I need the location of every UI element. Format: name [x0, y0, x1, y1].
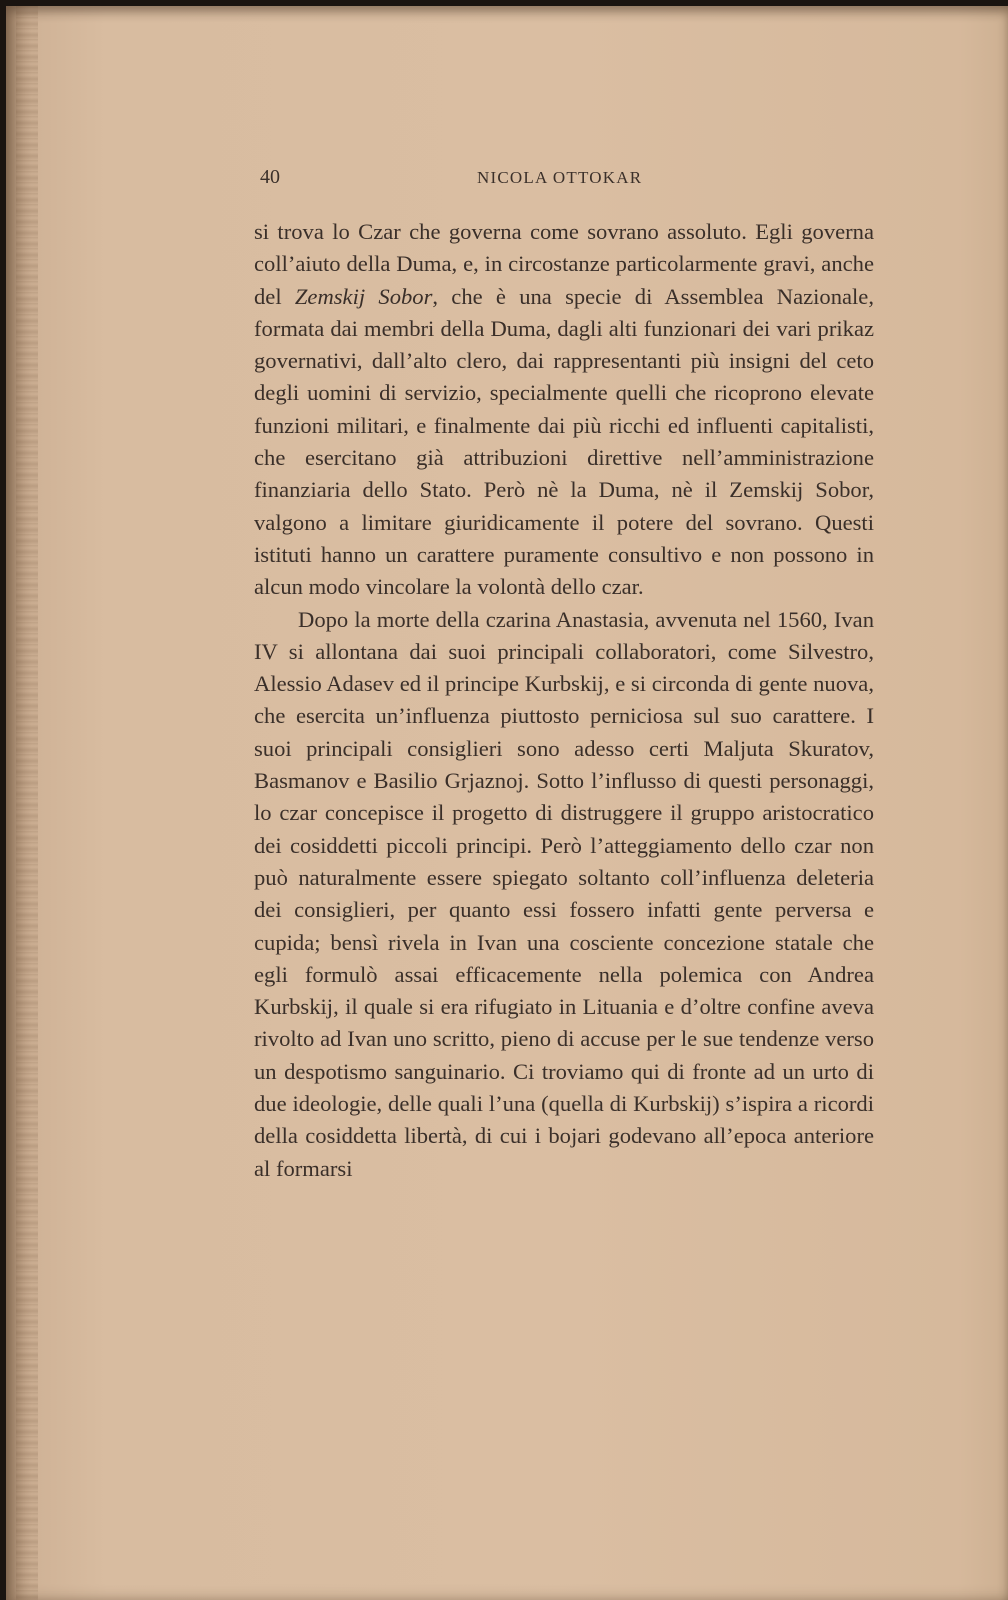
running-head: NICOLA OTTOKAR: [477, 168, 643, 187]
paragraph-1-italic-term: Zemskij Sobor: [294, 283, 433, 309]
body-text: [254, 216, 874, 1185]
page-number: 40: [260, 166, 280, 188]
paragraph-1-text-a: si trova lo Czar che governa come sovrano assoluto. Egli governa coll’aiuto della Duma, e, in circostanze particolarmente gravi, anche del: [254, 219, 874, 309]
paragraph-2: Dopo la morte della czarina Anastasia, avvenuta nel 1560, Ivan IV si allontana dai suoi principali collaboratori, come Silvestro, Alessio Adasev ed il principe Kurbskij, e si circonda di gente nuova, che esercita un’influenza piuttosto perniciosa sul suo carattere. I suoi principali consiglieri sono adesso certi Maljuta Skuratov, Basmanov e Basilio Grjaznoj. Sotto l’influsso di questi personaggi, lo czar concepisce il progetto di distruggere il gruppo aristocratico dei cosiddetti piccoli principi. Però l’atteggiamento dello czar non può naturalmente essere spiegato soltanto coll’influenza deleteria dei consiglieri, per quanto essi fossero infatti gente perversa e cupida; bensì rivela in Ivan una cosciente concezione statale che egli formulò assai efficacemente nella polemica con Andrea Kurbskij, il quale si era rifugiato in Lituania e d’oltre confine aveva rivolto ad Ivan uno scritto, pieno di accuse per le sue tendenze verso un despotismo sanguinario. Ci troviamo qui di fronte ad un urto di due ideologie, delle quali l’una (quella di Kurbskij) s’ispira a ricordi della cosiddetta libertà, di cui i bojari godevano all’epoca anteriore al formarsi: [254, 606, 874, 1181]
paragraph-1: [254, 216, 874, 604]
paragraph-1-text-b: , che è una specie di Assemblea Nazionale, formata dai membri della Duma, dagli alti funzionari dei vari prikaz governativi, dall’alto clero, dai rappresentanti più insigni del ceto degli uomini di servizio, specialmente quelli che ricoprono elevate funzioni militari, e finalmente dai più ricchi ed influenti capitalisti, che esercitano già attribuzioni direttive nell’amministrazione finanziaria dello Stato. Però nè la Duma, nè il Zemskij Sobor, valgono a limitare giuridicamente il potere del sovrano. Questi istituti hanno un carattere puramente consultivo e non possono in alcun modo vincolare la volontà dello czar.: [254, 283, 874, 600]
page-header: [260, 166, 876, 196]
